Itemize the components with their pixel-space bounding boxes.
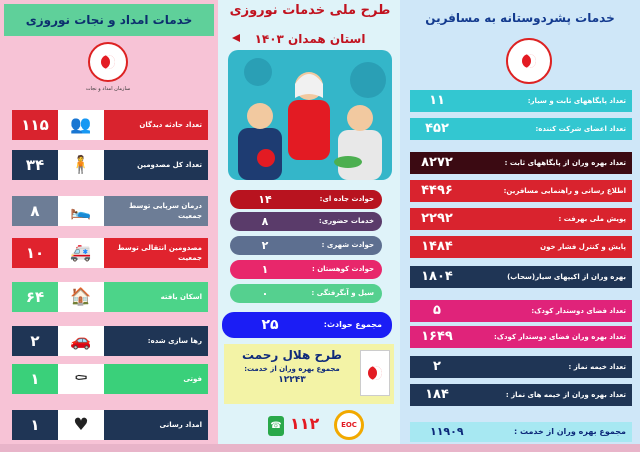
car-crash-icon: 🚗 [58,326,104,356]
stretcher-icon: 🚑 [58,238,104,268]
left-stat-label-text: فوتی [183,375,202,383]
people-group-icon: 👥 [58,110,104,140]
rescue-org-caption: سازمان امداد و نجات [85,86,131,92]
humanitarian-stat-label: تعداد بهره وران از پایگاههای ثابت : [464,152,632,174]
humanitarian-stat-row [410,180,632,202]
services-total-label: مجموع بهره وران از خدمت : [514,427,626,436]
humanitarian-stat-row [410,384,632,406]
incident-value: ۱۴ [258,193,272,206]
services-total [410,422,632,442]
person-man-right-face-icon [347,105,373,131]
person-woman-icon [288,100,330,160]
left-stat-value: ۱ [12,364,58,394]
left-stat-label-text: مصدومین انتقالی توسط جمعیت [117,244,202,262]
humanitarian-stat-label: تعداد بهره وران فضای دوستدار کودک: [464,326,632,348]
humanitarian-stat-label: پویش ملی بهرفت : [464,208,632,230]
incident-value: ۲ [261,239,269,252]
hilal-label: مجموع بهره وران از خدمت: [244,365,340,373]
humanitarian-stat-label: تعداد پایگاههای ثابت و سیار: [464,90,632,112]
left-stat-label [104,282,208,312]
left-stat-row [12,364,208,394]
humanitarian-stat-label: اطلاع رسانی و راهنمایی مسافرین: [464,180,632,202]
decor-circle [350,62,386,98]
incident-label: حوادث شهری : [321,241,374,249]
decor-circle [244,58,272,86]
humanitarian-stat-value: ۱۱ [410,90,464,112]
humanitarian-stat-label: بهره وران از اکیپهای سیار(سحاب) [464,266,632,288]
hero-art [228,50,392,180]
left-stat-label [104,110,208,140]
person-man-left-face-icon [247,103,273,129]
incident-value: ۱ [261,263,269,276]
left-stat-row [12,282,208,312]
left-section-title: خدمات امداد و نجات نوروزی [4,4,214,36]
incident-row [230,284,382,303]
bottom-logos [262,410,392,442]
incident-value: ۰ [261,287,269,300]
left-stat-label-text: تعداد حادثه دیدگان [139,121,202,129]
humanitarian-stat-label: تعداد فضای دوستدار کودک: [464,300,632,322]
right-section-title: خدمات پشردوستانه به مسافرین [425,11,615,25]
left-stat-label-text: درمان سرپایی توسط جمعیت [128,202,202,220]
shelter-house-icon: 🏠 [58,282,104,312]
lying-patient-icon: 🛌 [58,196,104,226]
person-man-right-icon [338,130,382,180]
left-stat-label [104,196,208,226]
humanitarian-stat-row [410,300,632,322]
left-stat-row [12,110,208,140]
hilal-value: ۱۲۲۴۳ [278,375,306,385]
humanitarian-stat-value: ۲۲۹۲ [410,208,464,230]
humanitarian-stat-value: ۱۶۴۹ [410,326,464,348]
incident-total [222,312,392,338]
left-stat-value: ۶۴ [12,282,58,312]
humanitarian-stat-value: ۱۸۴ [410,384,464,406]
incident-label: سیل و آبگرفتگی : [311,289,374,297]
left-stat-label-text: تعداد کل مصدومین [137,161,202,169]
humanitarian-stat-value: ۵ [410,300,464,322]
incident-total-value: ۲۵ [261,317,279,333]
left-stat-label-text: رها سازی شده: [147,337,202,345]
left-stat-label [104,326,208,356]
humanitarian-stat-row [410,236,632,258]
left-stat-value: ۳۴ [12,150,58,180]
incident-row [230,236,382,255]
left-stat-label-text: اسکان یافته [160,293,202,301]
emergency-number: ۱۱۲ [290,414,320,433]
coffin-icon: ⚰ [58,364,104,394]
left-stat-value: ۸ [12,196,58,226]
humanitarian-stat-label: تعداد بهره وران از خیمه های نماز : [464,384,632,406]
red-crescent-society-logo-icon [506,38,552,84]
apple-icon [257,149,275,167]
incident-label: خدمات حضوری: [318,217,374,225]
left-stat-row [12,326,208,356]
humanitarian-stat-value: ۱۸۰۴ [410,266,464,288]
humanitarian-stat-row [410,208,632,230]
hero-illustration [228,50,392,180]
left-stat-value: ۲ [12,326,58,356]
humanitarian-stat-row [410,118,632,140]
incident-row [230,190,382,209]
humanitarian-stat-label: تعداد خیمه نماز : [464,356,632,378]
humanitarian-stat-row [410,266,632,288]
humanitarian-stat-row [410,356,632,378]
humanitarian-stat-value: ۴۵۲ [410,118,464,140]
left-stat-row [12,410,208,440]
incident-value: ۸ [261,215,269,228]
humanitarian-stat-value: ۲ [410,356,464,378]
incident-label: حوادث کوهستان : [311,265,374,273]
humanitarian-stat-row [410,90,632,112]
sabzeh-icon [334,156,362,168]
center-header [226,2,394,48]
incident-row [230,260,382,279]
services-total-value: ۱۱۹۰۹ [430,425,464,438]
left-stat-row [12,196,208,226]
humanitarian-stat-row [410,326,632,348]
injured-people-icon: 🧍 [58,150,104,180]
red-crescent-logo-icon [360,350,390,396]
rescue-org-logo-icon [88,42,128,82]
page-subtitle: استان همدان ۱۴۰۳ [254,32,366,46]
heartbeat-icon: ♥ [58,410,104,440]
left-stat-row [12,150,208,180]
left-stat-label [104,364,208,394]
red-pointer-icon [232,34,240,42]
left-stat-label [104,238,208,268]
humanitarian-stat-label: پایش و کنترل فشار خون [464,236,632,258]
left-stat-value: ۱ [12,410,58,440]
page-title: طرح ملی خدمات نوروزی [229,3,391,18]
hilal-title: طرح هلال رحمت [242,348,342,362]
left-stat-label [104,410,208,440]
eoc-logo-icon: EOC [334,410,364,440]
left-stat-label-text: امداد رسانی [159,421,202,429]
left-stat-value: ۱۰ [12,238,58,268]
left-stat-value: ۱۱۵ [12,110,58,140]
incident-row [230,212,382,231]
hilal-box [224,344,394,404]
left-stat-row [12,238,208,268]
humanitarian-stat-label: تعداد اعضای شرکت کننده: [464,118,632,140]
humanitarian-stat-value: ۱۴۸۴ [410,236,464,258]
footer-strip [0,444,640,452]
humanitarian-stat-value: ۴۴۹۶ [410,180,464,202]
incident-label: حوادث جاده ای: [319,195,374,203]
humanitarian-stat-value: ۸۲۷۲ [410,152,464,174]
phone-icon: ☎ [268,416,284,436]
humanitarian-stat-row [410,152,632,174]
left-stat-label [104,150,208,180]
incident-total-label: مجموع حوادث: [323,320,382,329]
